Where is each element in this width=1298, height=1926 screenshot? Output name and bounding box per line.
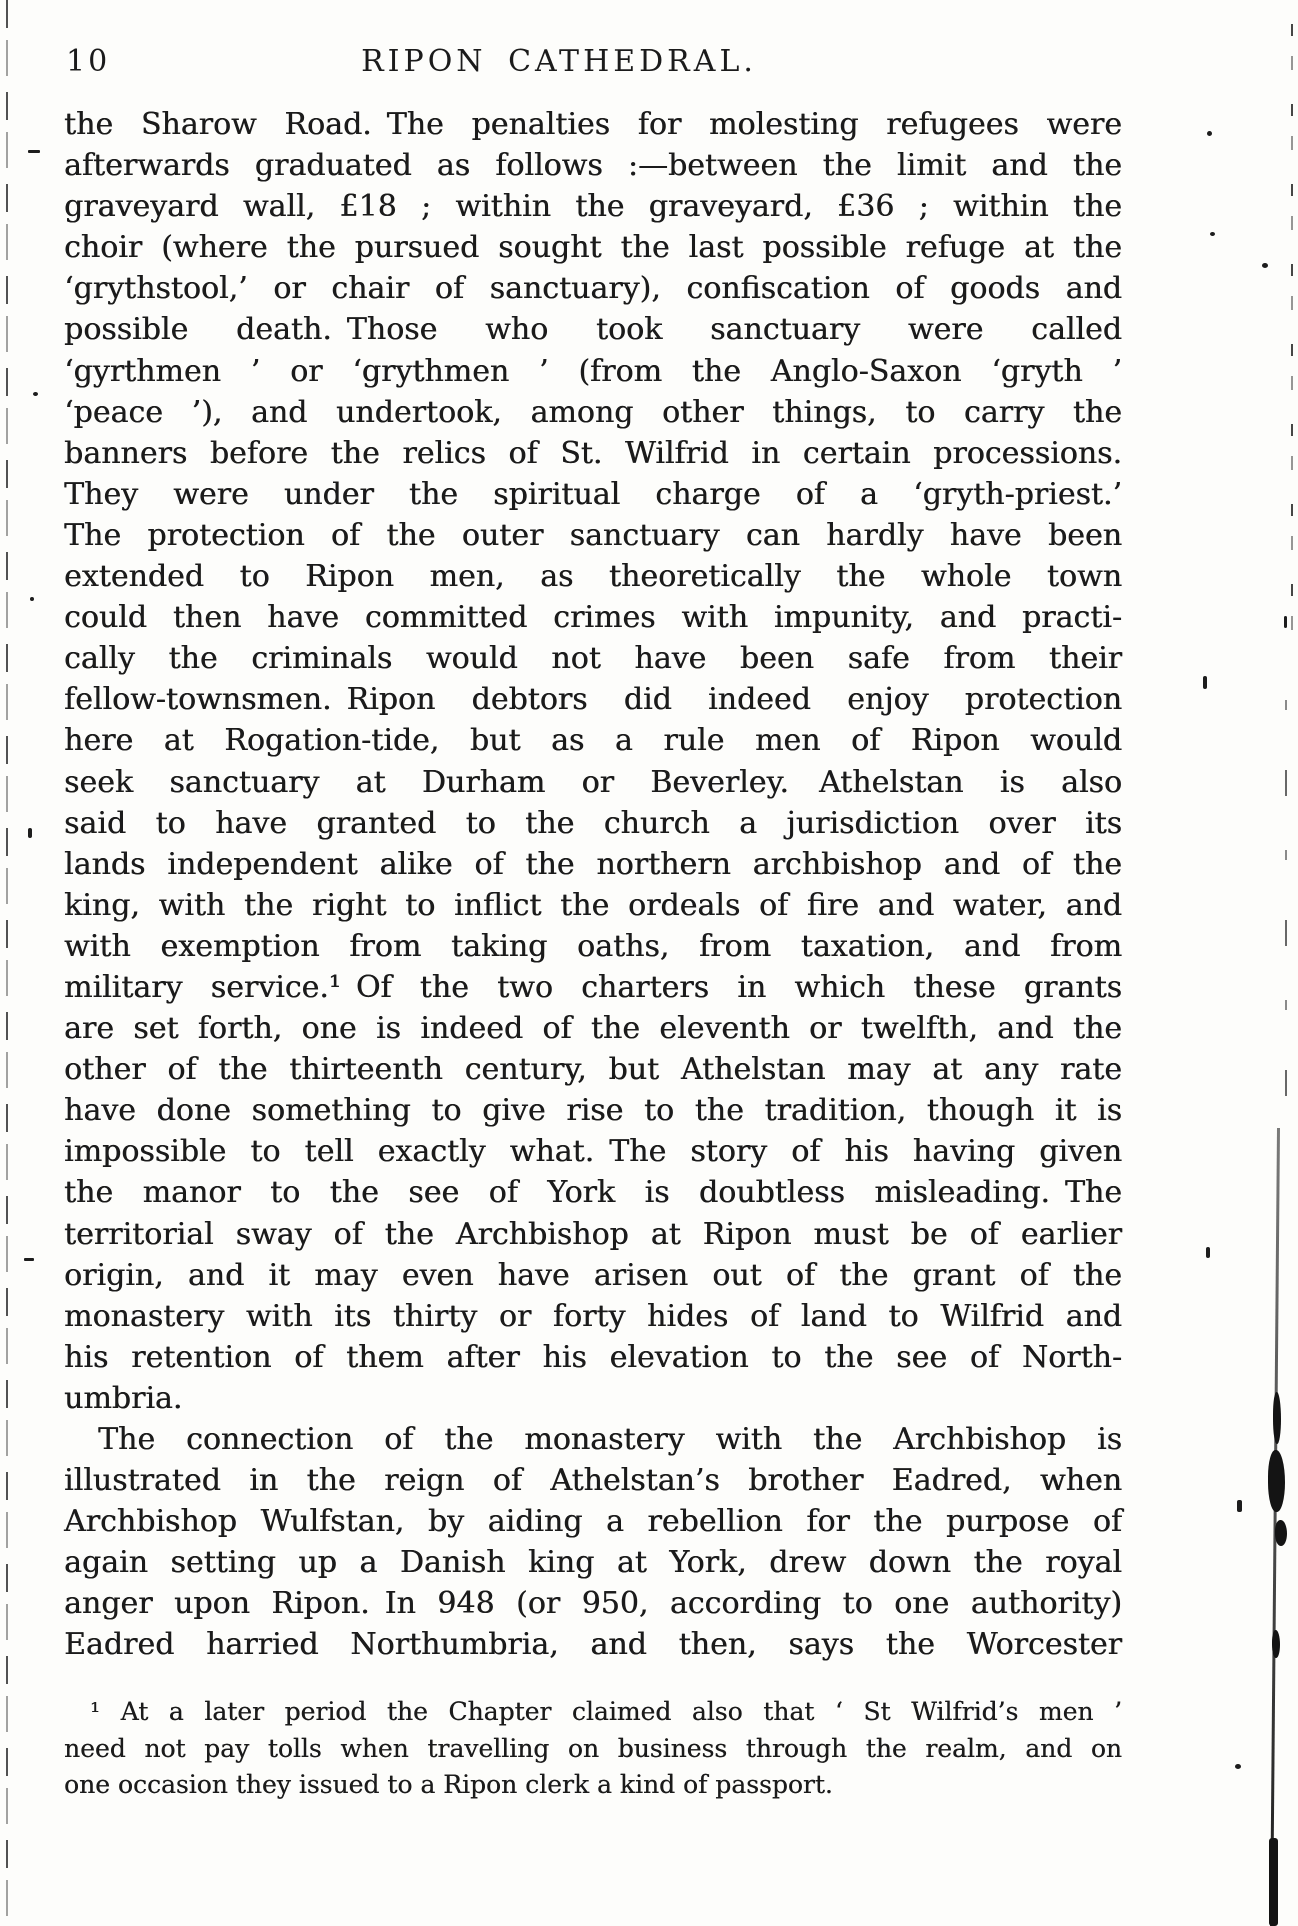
text-line: ‘grythstool,’ or chair of sanctuary), confiscation of goods and [64, 271, 1122, 307]
text-line: the manor to the see of York is doubtless misleading. The [64, 1175, 1122, 1211]
text-line: monastery with its thirty or forty hides of land to Wilfrid and [64, 1298, 1122, 1334]
scan-artifact-ink-blob [1275, 1520, 1287, 1546]
text-line: could then have committed crimes with impunity, and practi- [64, 600, 1122, 636]
text-line: again setting up a Danish king at York, drew down the royal [64, 1545, 1122, 1581]
page-number: 10 [66, 44, 111, 79]
text-line: Archbishop Wulfstan, by aiding a rebellion for the purpose of [64, 1504, 1122, 1540]
text-line: seek sanctuary at Durham or Beverley. Athelstan is also [64, 764, 1122, 800]
footnote-block [64, 1694, 1122, 1804]
text-line: here at Rogation-tide, but as a rule men of Ripon would [64, 723, 1122, 759]
running-title: RIPON CATHEDRAL. [361, 44, 757, 79]
text-line: are set forth, one is indeed of the eleventh or twelfth, and the [64, 1011, 1122, 1047]
text-line: umbria. [64, 1380, 183, 1416]
scan-artifact-speck [28, 150, 40, 153]
scan-artifact-ink-blob [1272, 1630, 1280, 1658]
scan-artifact-speck [1210, 232, 1215, 236]
text-line: extended to Ripon men, as theoretically the whole town [64, 559, 1122, 595]
page-header [64, 42, 1122, 86]
scan-artifact-speck [1237, 1500, 1242, 1512]
text-line: territorial sway of the Archbishop at Ripon must be of earlier [64, 1216, 1122, 1252]
text-line: graveyard wall, £18 ; within the graveyard, £36 ; within the [64, 189, 1122, 225]
scan-artifact-ink-blob [1268, 1450, 1285, 1512]
text-line: one occasion they issued to a Ripon clerk a kind of passport. [64, 1770, 833, 1799]
text-line: said to have granted to the church a jurisdiction over its [64, 805, 1122, 841]
scan-artifact-right-dashed-line [1291, 24, 1293, 664]
text-line: choir (where the pursued sought the last possible refuge at the [64, 230, 1122, 266]
text-line: have done something to give rise to the tradition, though it is [64, 1093, 1122, 1129]
scan-artifact-ink-blob [1269, 1838, 1278, 1926]
paragraph-1 [64, 104, 1122, 1419]
scan-artifact-right-streak [1270, 1128, 1280, 1926]
scan-artifact-speck [30, 597, 34, 601]
text-line: the Sharow Road. The penalties for molesting refugees were [64, 107, 1122, 142]
text-line: ¹ At a later period the Chapter claimed also that ‘ St Wilfrid’s men ’ [90, 1697, 1122, 1726]
scan-artifact-speck [24, 1258, 34, 1261]
text-line: illustrated in the reign of Athelstan’s brother Eadred, when [64, 1463, 1122, 1499]
text-line: The protection of the outer sanctuary can hardly have been [64, 517, 1122, 553]
text-line: afterwards graduated as follows :—between the limit and the [64, 148, 1122, 184]
text-line: The connection of the monastery with the Archbishop is [98, 1422, 1122, 1457]
text-line: with exemption from taking oaths, from taxation, and from [64, 928, 1122, 964]
scan-artifact-speck [1284, 616, 1287, 628]
text-line: Eadred harried Northumbria, and then, says the Worcester [64, 1627, 1122, 1663]
text-line: They were under the spiritual charge of a ‘gryth-priest.’ [64, 476, 1122, 512]
scan-artifact-speck [1207, 131, 1212, 136]
scan-artifact-speck [1262, 263, 1268, 268]
text-line: anger upon Ripon. In 948 (or 950, according to one authority) [64, 1586, 1122, 1622]
footnote-paragraph [64, 1694, 1122, 1804]
text-line: his retention of them after his elevation to the see of North- [64, 1339, 1122, 1375]
scan-artifact-left-edge-line [6, 0, 8, 1926]
text-line: need not pay tolls when travelling on business through the realm, and on [64, 1733, 1122, 1763]
scan-artifact-speck [1203, 676, 1207, 689]
text-line: king, with the right to inflict the ordeals of fire and water, and [64, 887, 1122, 923]
text-line: cally the criminals would not have been safe from their [64, 641, 1122, 677]
scan-artifact-ink-blob [1273, 1392, 1281, 1444]
paragraph-2 [64, 1419, 1122, 1666]
text-line: origin, and it may even have arisen out of the grant of the [64, 1257, 1122, 1293]
scan-artifact-speck [28, 828, 32, 838]
scan-artifact-speck [33, 392, 38, 396]
scan-artifact-speck [1206, 1247, 1210, 1258]
text-line: banners before the relics of St. Wilfrid in certain processions. [64, 435, 1122, 471]
text-line: lands independent alike of the northern archbishop and of the [64, 846, 1122, 882]
scan-artifact-right-mid-dashes [1285, 700, 1287, 1130]
text-line: fellow-townsmen. Ripon debtors did indeed enjoy protection [64, 682, 1122, 718]
text-line: impossible to tell exactly what. The story of his having given [64, 1134, 1122, 1170]
text-line: ‘gyrthmen ’ or ‘grythmen ’ (from the Anglo-Saxon ‘gryth ’ [64, 353, 1122, 389]
body-text-block [64, 104, 1122, 1666]
scan-artifact-speck [1235, 1764, 1241, 1769]
text-line: possible death. Those who took sanctuary were called [64, 312, 1122, 348]
text-line: military service.¹ Of the two charters in which these grants [64, 969, 1122, 1005]
text-line: other of the thirteenth century, but Athelstan may at any rate [64, 1052, 1122, 1088]
text-line: ‘peace ’), and undertook, among other things, to carry the [64, 394, 1122, 430]
